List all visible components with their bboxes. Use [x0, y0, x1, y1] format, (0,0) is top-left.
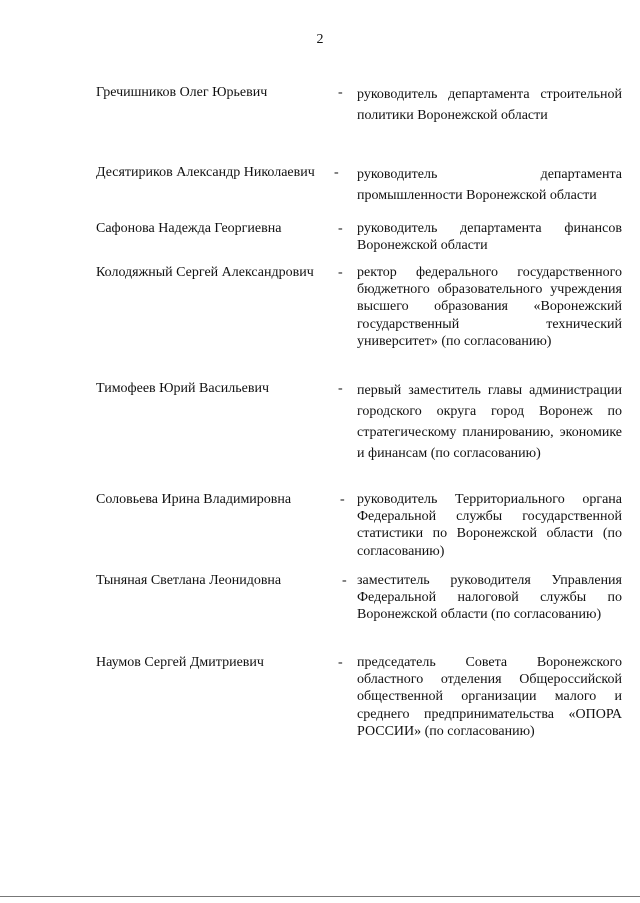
member-dash: - [338, 655, 343, 670]
member-name: Соловьева Ирина Владимировна [96, 492, 292, 507]
member-dash: - [340, 492, 345, 507]
member-role: руководитель департамента финансов Воронежской области [357, 221, 622, 254]
member-name: Сафонова Надежда Георгиевна [96, 221, 282, 236]
member-role: ректор федерального государственного бюджетного образовательного учреждения высшего образования «Воронежский государственный технический университет» (по согласованию) [357, 265, 622, 349]
member-dash: - [338, 265, 343, 280]
member-role: руководитель Территориального органа Федеральной службы государственной статистики по Воронежской области (по согласованию) [357, 492, 622, 559]
member-role: первый заместитель главы администрации городского округа город Воронеж по стратегическому планированию, экономике и финансам (по согласованию) [357, 383, 622, 461]
footer-divider [0, 896, 640, 897]
member-dash: - [342, 573, 347, 588]
member-dash: - [338, 85, 343, 100]
member-name: Гречишников Олег Юрьевич [96, 85, 268, 100]
member-name: Тимофеев Юрий Васильевич [96, 381, 270, 396]
member-dash: - [334, 165, 339, 180]
member-name: Тыняная Светлана Леонидовна [96, 573, 282, 588]
member-name: Колодяжный Сергей Александрович [96, 265, 314, 280]
member-dash: - [338, 221, 343, 236]
member-role: заместитель руководителя Управления Федеральной налоговой службы по Воронежской области (по согласованию) [357, 573, 622, 623]
member-role: руководитель департамента промышленности Воронежской области [357, 167, 622, 203]
member-role: председатель Совета Воронежского областного отделения Общероссийской общественной организации малого и среднего предпринимательства «ОПОРА РОССИИ» (по согласованию) [357, 655, 622, 739]
member-name: Десятириков Александр Николаевич [96, 165, 315, 180]
member-name: Наумов Сергей Дмитриевич [96, 655, 264, 670]
page-number: 2 [316, 32, 324, 47]
member-role: руководитель департамента строительной политики Воронежской области [357, 87, 622, 123]
member-dash: - [338, 381, 343, 396]
